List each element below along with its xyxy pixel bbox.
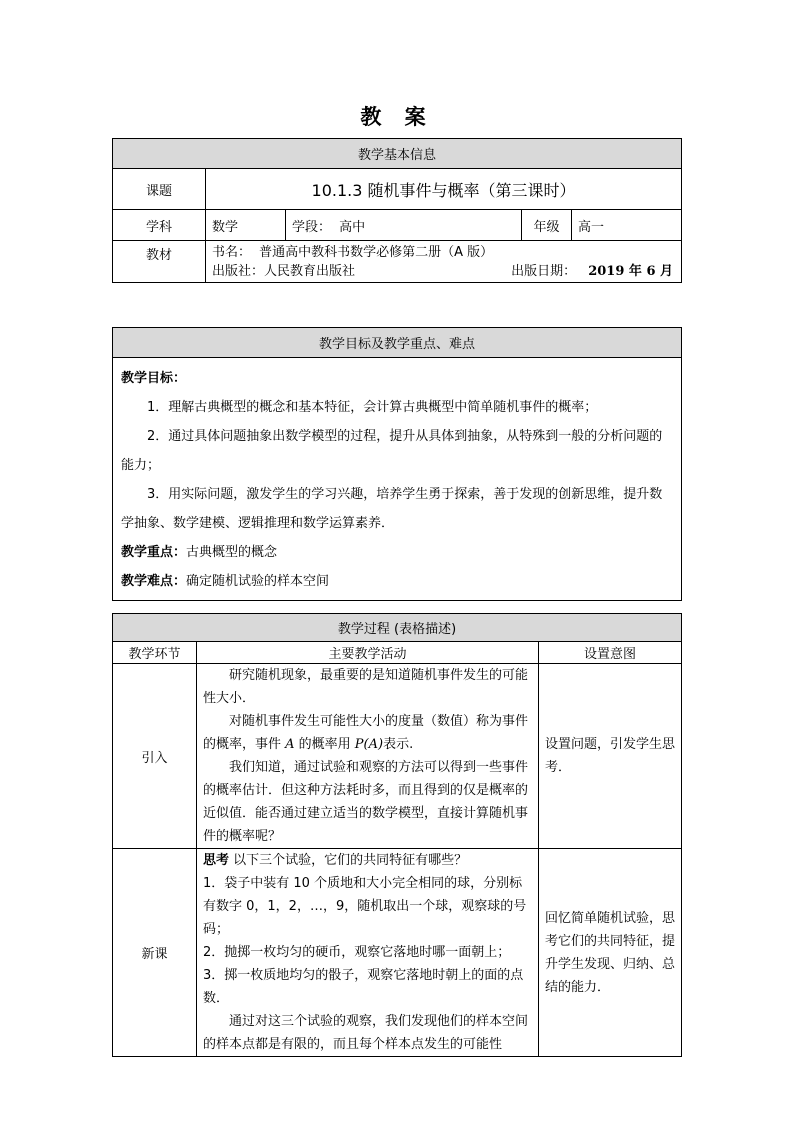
- activity-new-lesson: [197, 849, 539, 1057]
- think-line: [203, 849, 533, 872]
- objective-item: 3．用实际问题，激发学生的学习兴趣，培养学生勇于探索，善于发现的创新思维，提升数学抽象、数学建模、逻辑推理和数学运算素养．: [121, 487, 663, 531]
- objectives-label: 教学目标：: [121, 371, 187, 386]
- date-label: 出版日期：: [511, 263, 577, 279]
- publisher-label: 出版社：: [212, 263, 265, 279]
- intro-paragraph: 我们知道，通过试验和观察的方法可以得到一些事件的概率估计．但这种方法耗时多，而且得到的仅是概率的近似值．能否通过建立适当的数学模型，直接计算随机事件的概率呢？: [203, 760, 529, 844]
- stage-value: 高中: [339, 219, 366, 235]
- basic-info-table: [112, 138, 682, 283]
- list-item: 2．抛掷一枚均匀的硬币，观察它落地时哪一面朝上；: [203, 945, 511, 960]
- objective-item: 1．理解古典概型的概念和基本特征，会计算古典概型中简单随机事件的概率；: [147, 400, 598, 415]
- subject-value: 数学: [206, 210, 286, 241]
- stage-cell: [286, 210, 522, 241]
- key-label: 教学重点：: [121, 545, 187, 560]
- col-intent-header: 设置意图: [539, 642, 682, 664]
- difficulty-value: 确定随机试验的样本空间: [186, 574, 330, 589]
- list-item: 3．掷一枚质地均匀的骰子，观察它落地时朝上的面的点数．: [203, 968, 524, 1006]
- textbook-info: [206, 241, 682, 283]
- page-title: 教 案: [360, 104, 434, 129]
- topic-value: 10.1.3 随机事件与概率（第三课时）: [206, 169, 682, 210]
- stage-intro: 引入: [113, 664, 197, 849]
- table-row: [113, 664, 682, 849]
- think-text: 以下三个试验，它们的共同特征有哪些？: [229, 853, 468, 868]
- goals-header: 教学目标及教学重点、难点: [113, 328, 682, 358]
- intent-intro: 设置问题，引发学生思考．: [539, 664, 682, 849]
- stage-label: 学段：: [292, 219, 332, 235]
- topic-label: 课题: [113, 169, 206, 210]
- col-stage-header: 教学环节: [113, 642, 197, 664]
- think-label: 思考: [203, 853, 230, 868]
- list-item: 1．袋子中装有 10 个质地和大小完全相同的球，分别标有数字 0，1，2，…，9，随机取出一个球，观察球的号码；: [203, 876, 527, 937]
- goals-table: [112, 327, 682, 601]
- stage-new-lesson: 新课: [113, 849, 197, 1057]
- activity-intro: [197, 664, 539, 849]
- col-activity-header: 主要教学活动: [197, 642, 539, 664]
- intro-paragraph: 对随机事件发生可能性大小的度量（数值）称为事件的概率，事件 A 的概率用 P(A)表示.: [203, 714, 529, 752]
- intro-paragraph: 研究随机现象，最重要的是知道随机事件发生的可能性大小．: [203, 668, 529, 706]
- book-value: 普通高中教科书数学必修第二册（A 版）: [259, 244, 494, 260]
- process-table: [112, 613, 682, 1057]
- process-header: 教学过程 (表格描述): [113, 614, 682, 642]
- grade-label: 年级: [522, 210, 572, 241]
- grade-value: 高一: [572, 210, 682, 241]
- textbook-label: 教材: [113, 241, 206, 283]
- goals-body: [113, 358, 682, 601]
- book-label: 书名：: [212, 244, 252, 260]
- key-value: 古典概型的概念: [186, 545, 278, 560]
- objective-item: 2．通过具体问题抽象出数学模型的过程，提升从具体到抽象，从特殊到一般的分析问题的能力；: [121, 429, 663, 473]
- table-row: [113, 849, 682, 1057]
- new-lesson-paragraph: 通过对这三个试验的观察，我们发现他们的样本空间的样本点都是有限的，而且每个样本点发生的可能性: [203, 1014, 529, 1052]
- subject-label: 学科: [113, 210, 206, 241]
- publisher-value: 人民教育出版社: [264, 263, 356, 279]
- intent-new-lesson: 回忆简单随机试验，思考它们的共同特征，提升学生发现、归纳、总结的能力．: [539, 849, 682, 1057]
- basic-info-header: 教学基本信息: [113, 139, 682, 169]
- difficulty-label: 教学难点：: [121, 574, 187, 589]
- date-value: 2019 年 6 月: [588, 263, 674, 279]
